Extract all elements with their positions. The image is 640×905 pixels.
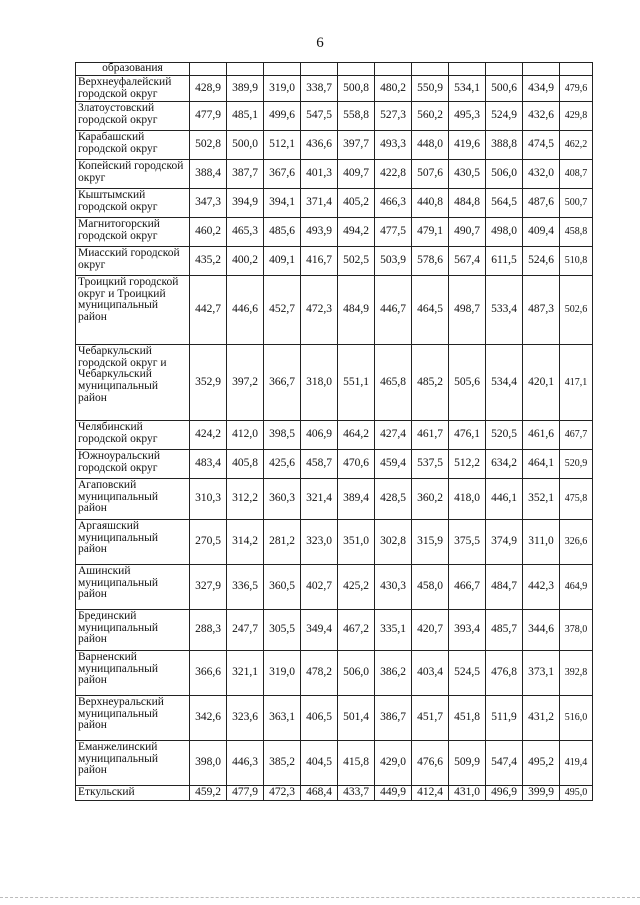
value-cell: 493,9 (301, 218, 338, 247)
value-cell: 475,8 (560, 479, 593, 520)
value-cell: 500,7 (560, 189, 593, 218)
value-cell: 425,2 (338, 565, 375, 610)
table-row (76, 610, 593, 651)
value-cell: 432,6 (523, 102, 560, 131)
value-cell: 327,9 (190, 565, 227, 610)
municipality-name-cell: Верхнеуфалейский городской округ (76, 76, 190, 102)
value-cell: 465,8 (375, 345, 412, 421)
value-cell: 465,3 (227, 218, 264, 247)
value-cell: 419,6 (449, 131, 486, 160)
value-cell: 578,6 (412, 247, 449, 276)
value-cell: 418,0 (449, 479, 486, 520)
value-cell: 498,7 (449, 276, 486, 345)
value-cell: 415,8 (338, 741, 375, 786)
value-cell: 500,6 (486, 76, 523, 102)
value-cell: 464,9 (560, 565, 593, 610)
table-row (76, 160, 593, 189)
value-cell: 323,0 (301, 520, 338, 565)
table-row (76, 345, 593, 421)
value-cell: 385,2 (264, 741, 301, 786)
value-cell: 461,6 (523, 421, 560, 450)
value-cell: 400,2 (227, 247, 264, 276)
table-row (76, 102, 593, 131)
value-cell: 302,8 (375, 520, 412, 565)
value-cell: 506,0 (338, 651, 375, 696)
table-row (76, 741, 593, 786)
value-cell: 442,3 (523, 565, 560, 610)
value-cell: 485,7 (486, 610, 523, 651)
value-cell: 498,0 (486, 218, 523, 247)
municipality-name-cell: Карабашский городской округ (76, 131, 190, 160)
header-cell (375, 63, 412, 76)
value-cell: 363,1 (264, 696, 301, 741)
value-cell: 434,9 (523, 76, 560, 102)
value-cell: 366,6 (190, 651, 227, 696)
value-cell: 476,1 (449, 421, 486, 450)
value-cell: 452,7 (264, 276, 301, 345)
value-cell: 499,6 (264, 102, 301, 131)
value-cell: 466,7 (449, 565, 486, 610)
value-cell: 394,1 (264, 189, 301, 218)
value-cell: 420,1 (523, 345, 560, 421)
value-cell: 347,3 (190, 189, 227, 218)
value-cell: 634,2 (486, 450, 523, 479)
table-row (76, 247, 593, 276)
value-cell: 420,7 (412, 610, 449, 651)
value-cell: 319,0 (264, 76, 301, 102)
value-cell: 478,2 (301, 651, 338, 696)
value-cell: 476,8 (486, 651, 523, 696)
table-row (76, 520, 593, 565)
value-cell: 281,2 (264, 520, 301, 565)
value-cell: 319,0 (264, 651, 301, 696)
value-cell: 464,1 (523, 450, 560, 479)
value-cell: 427,4 (375, 421, 412, 450)
value-cell: 419,4 (560, 741, 593, 786)
value-cell: 511,9 (486, 696, 523, 741)
value-cell: 558,8 (338, 102, 375, 131)
table-row (76, 786, 593, 801)
value-cell: 412,0 (227, 421, 264, 450)
value-cell: 547,4 (486, 741, 523, 786)
table-row (76, 76, 593, 102)
municipality-name-cell: Троицкий городской округ и Троицкий муниципальный район (76, 276, 190, 345)
municipality-name-cell: Чебаркульский городской округ и Чебаркульский муниципальный район (76, 345, 190, 421)
value-cell: 397,2 (227, 345, 264, 421)
value-cell: 388,8 (486, 131, 523, 160)
value-cell: 500,0 (227, 131, 264, 160)
value-cell: 401,3 (301, 160, 338, 189)
value-cell: 342,6 (190, 696, 227, 741)
value-cell: 429,0 (375, 741, 412, 786)
municipality-name-cell: Еткульский (76, 786, 190, 801)
value-cell: 352,9 (190, 345, 227, 421)
header-cell (412, 63, 449, 76)
value-cell: 512,1 (264, 131, 301, 160)
value-cell: 483,4 (190, 450, 227, 479)
value-cell: 449,9 (375, 786, 412, 801)
value-cell: 477,9 (190, 102, 227, 131)
value-cell: 393,4 (449, 610, 486, 651)
table-row (76, 450, 593, 479)
value-cell: 493,3 (375, 131, 412, 160)
municipality-name-cell: Аргаяшский муниципальный район (76, 520, 190, 565)
municipality-name-cell: Магнитогорский городской округ (76, 218, 190, 247)
value-cell: 397,7 (338, 131, 375, 160)
value-cell: 417,1 (560, 345, 593, 421)
value-cell: 288,3 (190, 610, 227, 651)
value-cell: 448,0 (412, 131, 449, 160)
value-cell: 404,5 (301, 741, 338, 786)
value-cell: 409,4 (523, 218, 560, 247)
value-cell: 312,2 (227, 479, 264, 520)
value-cell: 524,9 (486, 102, 523, 131)
value-cell: 431,0 (449, 786, 486, 801)
value-cell: 567,4 (449, 247, 486, 276)
value-cell: 534,4 (486, 345, 523, 421)
value-cell: 466,3 (375, 189, 412, 218)
value-cell: 520,5 (486, 421, 523, 450)
municipality-name-cell: Копейский городской округ (76, 160, 190, 189)
value-cell: 495,2 (523, 741, 560, 786)
municipality-name-cell: Златоустовский городской округ (76, 102, 190, 131)
table-row (76, 696, 593, 741)
table-row (76, 651, 593, 696)
value-cell: 494,2 (338, 218, 375, 247)
value-cell: 360,2 (412, 479, 449, 520)
value-cell: 458,8 (560, 218, 593, 247)
value-cell: 425,6 (264, 450, 301, 479)
value-cell: 432,0 (523, 160, 560, 189)
value-cell: 477,9 (227, 786, 264, 801)
value-cell: 428,5 (375, 479, 412, 520)
value-cell: 409,1 (264, 247, 301, 276)
value-cell: 373,1 (523, 651, 560, 696)
municipality-name-cell: Южноуральский городской округ (76, 450, 190, 479)
value-cell: 315,9 (412, 520, 449, 565)
table-row (76, 479, 593, 520)
value-cell: 360,3 (264, 479, 301, 520)
value-cell: 405,2 (338, 189, 375, 218)
value-cell: 496,9 (486, 786, 523, 801)
value-cell: 430,5 (449, 160, 486, 189)
value-cell: 502,6 (560, 276, 593, 345)
value-cell: 506,0 (486, 160, 523, 189)
value-cell: 533,4 (486, 276, 523, 345)
value-cell: 476,6 (412, 741, 449, 786)
value-cell: 387,7 (227, 160, 264, 189)
municipality-name-cell: Кыштымский городской округ (76, 189, 190, 218)
value-cell: 485,6 (264, 218, 301, 247)
value-cell: 408,7 (560, 160, 593, 189)
value-cell: 550,9 (412, 76, 449, 102)
value-cell: 392,8 (560, 651, 593, 696)
value-cell: 490,7 (449, 218, 486, 247)
municipality-name-cell: Брединский муниципальный район (76, 610, 190, 651)
value-cell: 402,7 (301, 565, 338, 610)
header-cell (227, 63, 264, 76)
header-cell-municipality: образования (76, 63, 190, 76)
value-cell: 485,1 (227, 102, 264, 131)
value-cell: 505,6 (449, 345, 486, 421)
value-cell: 537,5 (412, 450, 449, 479)
value-cell: 484,9 (338, 276, 375, 345)
value-cell: 442,7 (190, 276, 227, 345)
value-cell: 394,9 (227, 189, 264, 218)
value-cell: 534,1 (449, 76, 486, 102)
value-cell: 335,1 (375, 610, 412, 651)
value-cell: 403,4 (412, 651, 449, 696)
value-cell: 468,4 (301, 786, 338, 801)
value-cell: 459,2 (190, 786, 227, 801)
value-cell: 429,8 (560, 102, 593, 131)
value-cell: 323,6 (227, 696, 264, 741)
value-cell: 389,9 (227, 76, 264, 102)
value-cell: 321,4 (301, 479, 338, 520)
value-cell: 451,8 (449, 696, 486, 741)
value-cell: 446,3 (227, 741, 264, 786)
value-cell: 560,2 (412, 102, 449, 131)
municipality-name-cell: Верхнеуральский муниципальный район (76, 696, 190, 741)
value-cell: 371,4 (301, 189, 338, 218)
header-cell (301, 63, 338, 76)
table-row (76, 276, 593, 345)
value-cell: 474,5 (523, 131, 560, 160)
value-cell: 484,8 (449, 189, 486, 218)
value-cell: 512,2 (449, 450, 486, 479)
value-cell: 487,3 (523, 276, 560, 345)
value-cell: 484,7 (486, 565, 523, 610)
value-cell: 467,7 (560, 421, 593, 450)
value-cell: 378,0 (560, 610, 593, 651)
table-row (76, 131, 593, 160)
value-cell: 367,6 (264, 160, 301, 189)
value-cell: 472,3 (264, 786, 301, 801)
header-cell (560, 63, 593, 76)
value-cell: 351,0 (338, 520, 375, 565)
value-cell: 462,2 (560, 131, 593, 160)
value-cell: 336,5 (227, 565, 264, 610)
header-cell (486, 63, 523, 76)
municipality-name-cell: Варненский муниципальный район (76, 651, 190, 696)
value-cell: 422,8 (375, 160, 412, 189)
value-cell: 520,9 (560, 450, 593, 479)
page-bottom-rule (0, 897, 640, 898)
value-cell: 412,4 (412, 786, 449, 801)
value-cell: 344,6 (523, 610, 560, 651)
value-cell: 270,5 (190, 520, 227, 565)
value-cell: 485,2 (412, 345, 449, 421)
value-cell: 524,6 (523, 247, 560, 276)
value-cell: 611,5 (486, 247, 523, 276)
value-cell: 386,7 (375, 696, 412, 741)
value-cell: 551,1 (338, 345, 375, 421)
value-cell: 305,5 (264, 610, 301, 651)
value-cell: 311,0 (523, 520, 560, 565)
value-cell: 502,8 (190, 131, 227, 160)
value-cell: 431,2 (523, 696, 560, 741)
municipality-name-cell: Челябинский городской округ (76, 421, 190, 450)
municipality-name-cell: Агаповский муниципальный район (76, 479, 190, 520)
value-cell: 360,5 (264, 565, 301, 610)
value-cell: 547,5 (301, 102, 338, 131)
municipality-name-cell: Миасский городской округ (76, 247, 190, 276)
value-cell: 428,9 (190, 76, 227, 102)
value-cell: 440,8 (412, 189, 449, 218)
value-cell: 495,3 (449, 102, 486, 131)
value-cell: 409,7 (338, 160, 375, 189)
value-cell: 509,9 (449, 741, 486, 786)
value-cell: 477,5 (375, 218, 412, 247)
value-cell: 310,3 (190, 479, 227, 520)
value-cell: 398,5 (264, 421, 301, 450)
value-cell: 318,0 (301, 345, 338, 421)
header-row (76, 63, 593, 76)
value-cell: 470,6 (338, 450, 375, 479)
header-cell (338, 63, 375, 76)
value-cell: 564,5 (486, 189, 523, 218)
value-cell: 389,4 (338, 479, 375, 520)
value-cell: 366,7 (264, 345, 301, 421)
value-cell: 338,7 (301, 76, 338, 102)
value-cell: 352,1 (523, 479, 560, 520)
value-cell: 375,5 (449, 520, 486, 565)
value-cell: 502,5 (338, 247, 375, 276)
header-cell (449, 63, 486, 76)
value-cell: 314,2 (227, 520, 264, 565)
value-cell: 247,7 (227, 610, 264, 651)
value-cell: 472,3 (301, 276, 338, 345)
value-cell: 406,9 (301, 421, 338, 450)
value-cell: 388,4 (190, 160, 227, 189)
municipality-name-cell: Еманжелинский муниципальный район (76, 741, 190, 786)
value-cell: 524,5 (449, 651, 486, 696)
value-cell: 386,2 (375, 651, 412, 696)
value-cell: 479,6 (560, 76, 593, 102)
header-cell (264, 63, 301, 76)
value-cell: 446,1 (486, 479, 523, 520)
value-cell: 458,7 (301, 450, 338, 479)
value-cell: 467,2 (338, 610, 375, 651)
value-cell: 516,0 (560, 696, 593, 741)
municipality-name-cell: Ашинский муниципальный район (76, 565, 190, 610)
value-cell: 374,9 (486, 520, 523, 565)
value-cell: 527,3 (375, 102, 412, 131)
value-cell: 326,6 (560, 520, 593, 565)
value-cell: 398,0 (190, 741, 227, 786)
value-cell: 479,1 (412, 218, 449, 247)
table-row (76, 218, 593, 247)
value-cell: 416,7 (301, 247, 338, 276)
value-cell: 430,3 (375, 565, 412, 610)
value-cell: 435,2 (190, 247, 227, 276)
value-cell: 464,2 (338, 421, 375, 450)
value-cell: 503,9 (375, 247, 412, 276)
value-cell: 446,6 (227, 276, 264, 345)
value-cell: 461,7 (412, 421, 449, 450)
value-cell: 446,7 (375, 276, 412, 345)
value-cell: 510,8 (560, 247, 593, 276)
header-cell (523, 63, 560, 76)
table-row (76, 565, 593, 610)
table-row (76, 189, 593, 218)
value-cell: 406,5 (301, 696, 338, 741)
value-cell: 487,6 (523, 189, 560, 218)
value-cell: 424,2 (190, 421, 227, 450)
value-cell: 507,6 (412, 160, 449, 189)
page-number: 6 (316, 35, 324, 51)
value-cell: 501,4 (338, 696, 375, 741)
value-cell: 349,4 (301, 610, 338, 651)
value-cell: 433,7 (338, 786, 375, 801)
header-cell (190, 63, 227, 76)
value-cell: 480,2 (375, 76, 412, 102)
value-cell: 464,5 (412, 276, 449, 345)
value-cell: 436,6 (301, 131, 338, 160)
data-table (75, 62, 593, 801)
table-row (76, 421, 593, 450)
value-cell: 451,7 (412, 696, 449, 741)
value-cell: 399,9 (523, 786, 560, 801)
value-cell: 458,0 (412, 565, 449, 610)
value-cell: 321,1 (227, 651, 264, 696)
value-cell: 459,4 (375, 450, 412, 479)
value-cell: 405,8 (227, 450, 264, 479)
value-cell: 500,8 (338, 76, 375, 102)
value-cell: 495,0 (560, 786, 593, 801)
value-cell: 460,2 (190, 218, 227, 247)
